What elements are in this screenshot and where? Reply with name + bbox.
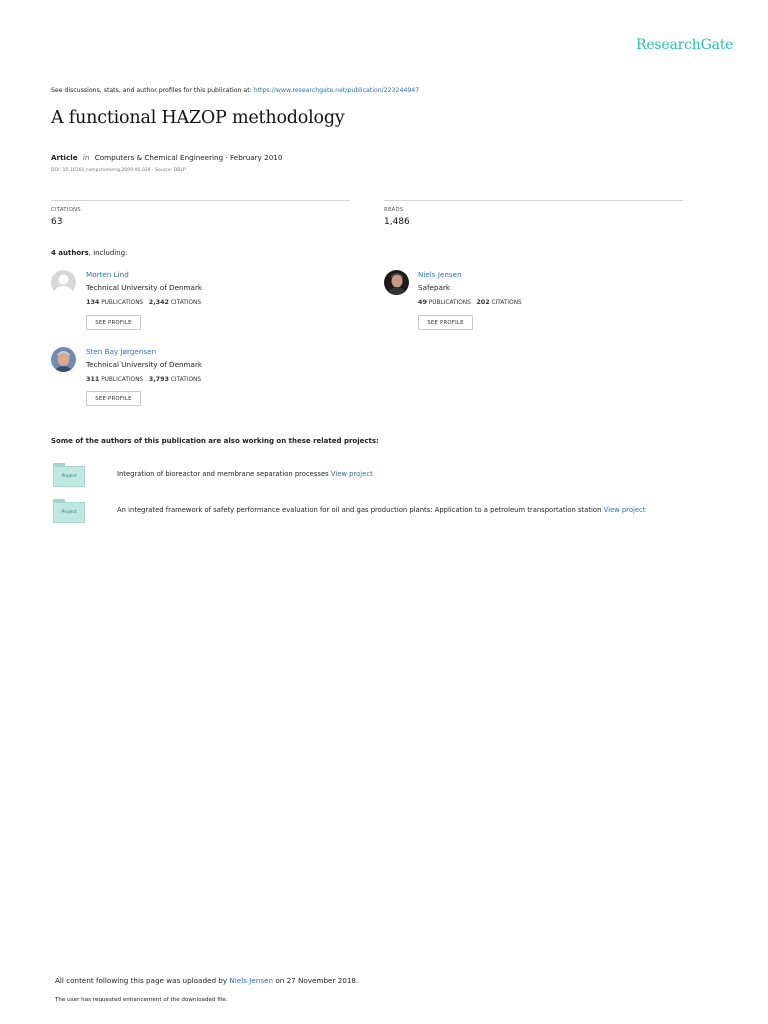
article-type: Article: [51, 153, 78, 162]
reads-divider: [384, 200, 683, 201]
discussion-prefix: See discussions, stats, and author profiles for this publication at:: [51, 87, 252, 94]
authors-heading: [51, 249, 127, 257]
researchgate-logo[interactable]: ResearchGate: [636, 37, 734, 53]
upload-note: [55, 976, 358, 985]
publications-label: PUBLICATIONS: [428, 300, 471, 306]
publication-url-link[interactable]: https://www.researchgate.net/publication/223244947: [253, 87, 420, 94]
meta-in: in: [82, 153, 90, 162]
uploader-link[interactable]: Niels Jensen: [229, 976, 274, 985]
article-meta: [51, 153, 282, 162]
authors-including: , including:: [88, 249, 128, 257]
author-name-link[interactable]: Morten Lind: [86, 270, 129, 279]
citations-value: 63: [51, 217, 63, 227]
citations-label: CITATIONS: [491, 300, 522, 306]
projects-heading: Some of the authors of this publication are also working on these related projects:: [51, 437, 379, 445]
folder-label: Project: [53, 502, 85, 523]
reads-value: 1,486: [384, 217, 410, 227]
doi-line: DOI: 10.1016/j.compchemeng.2009.06.028 · Source: DBLP: [51, 168, 186, 173]
citation-count: 3,793: [148, 375, 169, 383]
default-avatar-icon: [51, 270, 76, 295]
author-institution: Technical University of Denmark: [86, 283, 203, 292]
avatar[interactable]: [384, 270, 409, 295]
publication-count: 311: [86, 375, 100, 383]
citations-label: CITATIONS: [170, 300, 202, 306]
publication-count: 49: [418, 298, 427, 306]
publication-count: 134: [86, 298, 100, 306]
author-stats: [418, 298, 522, 306]
citation-count: 202: [476, 298, 490, 306]
upload-suffix: on 27 November 2018.: [275, 976, 359, 985]
project-folder-icon[interactable]: [53, 499, 85, 523]
citations-label: CITATIONS: [170, 377, 202, 383]
project-title: An integrated framework of safety performance evaluation for oil and gas production plants: Application to a petroleum transportation station: [117, 506, 602, 514]
view-project-link[interactable]: View project: [603, 506, 646, 514]
enhancement-note: The user has requested enhancement of the downloaded file.: [55, 997, 228, 1003]
project-folder-icon[interactable]: [53, 463, 85, 487]
discussion-line: [51, 87, 419, 94]
view-project-link[interactable]: View project: [330, 470, 373, 478]
reads-label: READS: [384, 207, 404, 213]
see-profile-button[interactable]: SEE PROFILE: [86, 315, 141, 330]
author-institution: Technical University of Denmark: [86, 360, 203, 369]
authors-count: 4 authors: [51, 249, 89, 257]
citations-divider: [51, 200, 350, 201]
folder-label: Project: [53, 466, 85, 487]
page-title: A functional HAZOP methodology: [51, 108, 345, 128]
avatar[interactable]: [51, 347, 76, 372]
publications-label: PUBLICATIONS: [101, 300, 144, 306]
upload-prefix: All content following this page was uploaded by: [55, 976, 228, 985]
see-profile-button[interactable]: SEE PROFILE: [418, 315, 473, 330]
citation-count: 2,342: [148, 298, 169, 306]
author-institution: Safepark: [418, 283, 451, 292]
author-photo-icon: [51, 347, 76, 372]
project-item: [117, 470, 373, 478]
publications-label: PUBLICATIONS: [101, 377, 144, 383]
author-name-link[interactable]: Niels Jensen: [418, 270, 462, 279]
journal-info: Computers & Chemical Engineering · February 2010: [94, 153, 283, 162]
project-title: Integration of bioreactor and membrane separation processes: [117, 470, 329, 478]
author-name-link[interactable]: Sten Bay Jørgensen: [86, 347, 157, 356]
author-photo-icon: [384, 270, 409, 295]
author-stats: [86, 375, 201, 383]
author-stats: [86, 298, 201, 306]
see-profile-button[interactable]: SEE PROFILE: [86, 391, 141, 406]
citations-label: CITATIONS: [51, 207, 81, 213]
project-item: [117, 506, 645, 514]
avatar[interactable]: [51, 270, 76, 295]
